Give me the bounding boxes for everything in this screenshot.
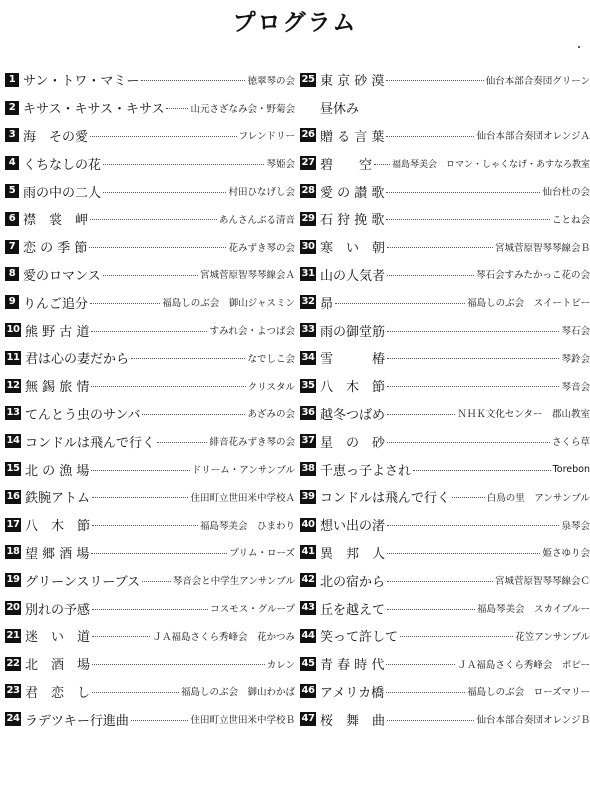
entry-number-badge: 24 (6, 713, 20, 725)
dotted-leader (90, 303, 160, 304)
program-entry (5, 455, 295, 483)
entry-number-badge: 17 (6, 518, 20, 530)
dotted-leader (386, 219, 550, 220)
song-title: 恋 の 季 節 (23, 241, 88, 257)
program-entry (300, 288, 590, 316)
dotted-leader (387, 525, 559, 526)
dotted-leader (166, 108, 188, 109)
song-title: 笑って許して (320, 630, 399, 646)
dotted-leader (103, 275, 198, 276)
entry-number-badge: 37 (301, 435, 315, 447)
dotted-leader (387, 247, 493, 248)
dotted-leader (92, 525, 198, 526)
song-title: 碧 空 (320, 157, 373, 173)
song-title: 越冬つばめ (320, 407, 386, 423)
performer-group: コスモス・グループ (210, 604, 295, 616)
program-entry (300, 205, 590, 233)
song-title: 愛のロマンス (23, 268, 101, 284)
song-title: 贈 る 言 葉 (320, 129, 385, 145)
song-title: 石 狩 挽 歌 (320, 213, 385, 229)
performer-group: すみれ会・よつば会 (209, 326, 295, 338)
performer-group: 村田ひなげし会 (228, 187, 295, 199)
dotted-leader (386, 692, 465, 693)
performer-group: カレン (266, 659, 295, 671)
performer-group: 福島琴美会 ロマン・しゃくなげ・あすなろ教室 (391, 159, 590, 170)
program-entry (5, 149, 295, 177)
performer-group: 宮城菅原智琴琴線会Ａ (199, 270, 295, 282)
performer-group: ＪＡ福島さくら秀峰会 ポピー (457, 659, 590, 671)
performer-group: 姫さゆり会 (542, 548, 590, 560)
song-title: 望 郷 酒 場 (25, 546, 90, 562)
dotted-leader (142, 414, 245, 415)
performer-group: 宮城菅原智琴琴線会Ｂ (494, 242, 590, 254)
song-title: 迷 い 道 (25, 630, 91, 646)
dotted-leader (387, 720, 474, 721)
performer-group: 琴音会 (561, 381, 590, 393)
song-title: 雨の御堂筋 (320, 324, 386, 340)
song-title: アメリカ橋 (320, 685, 385, 701)
program-entry (5, 233, 295, 261)
program-entry (300, 678, 590, 706)
song-title: くちなしの花 (23, 157, 102, 173)
program-entry (300, 539, 590, 567)
entry-number-badge: 16 (6, 490, 20, 502)
entry-number-badge: 34 (301, 351, 315, 363)
entry-number-badge: 3 (5, 128, 19, 142)
song-title: 星 の 砂 (320, 435, 386, 451)
program-column-right (300, 66, 590, 733)
dotted-leader (142, 581, 171, 582)
dotted-leader (400, 636, 513, 637)
dotted-leader (387, 581, 493, 582)
performer-group: 福島しのぶ会 御山わかば (180, 687, 295, 699)
song-title: 北の宿から (320, 574, 386, 590)
entry-number-badge: 25 (301, 73, 315, 85)
dotted-leader (92, 664, 265, 665)
entry-number-badge: 1 (5, 73, 19, 87)
dotted-leader (387, 331, 559, 332)
song-title: 君は心の妻だから (25, 352, 130, 368)
program-entry (5, 594, 295, 622)
dotted-leader (386, 192, 540, 193)
dotted-leader (92, 692, 179, 693)
entry-number-badge: 14 (6, 435, 20, 447)
entry-number-badge: 10 (6, 324, 20, 336)
entry-number-badge: 30 (301, 240, 315, 252)
dotted-leader (90, 136, 237, 137)
entry-number-badge: 11 (6, 351, 20, 363)
entry-number-badge: 38 (301, 463, 315, 475)
performer-group: 白鳥の里 アンサンブル (486, 492, 590, 504)
entry-number-badge: 47 (301, 713, 315, 725)
performer-group: 琴石会すみたかっこ花の会 (475, 270, 590, 282)
song-title: 海 その愛 (23, 129, 89, 145)
program-entry (5, 539, 295, 567)
dotted-leader (91, 470, 189, 471)
program-entry (300, 177, 590, 205)
performer-group: 宮城菅原智琴琴線会Ｃ (494, 576, 590, 588)
program-entry (5, 372, 295, 400)
song-title: 青 春 時 代 (320, 658, 385, 674)
performer-group: あざみの会 (247, 409, 295, 421)
program-entry (300, 650, 590, 678)
performer-group: 仙台本部合奏団オレンジＡ (476, 131, 590, 143)
performer-group: 琴石会 (561, 326, 590, 338)
program-entry (5, 316, 295, 344)
program-entry (300, 400, 590, 428)
entry-number-badge: 44 (301, 629, 315, 641)
performer-group: 山元さざなみ会・野菊会 (190, 103, 295, 115)
performer-group: ことね会 (551, 214, 590, 226)
entry-number-badge: 22 (6, 657, 20, 669)
song-title: サン・トワ・マミー (23, 74, 140, 90)
dotted-leader (452, 497, 485, 498)
corner-dot (578, 46, 580, 48)
program-entry (5, 650, 295, 678)
dotted-leader (92, 609, 208, 610)
performer-group: 福島しのぶ会 ローズマリー (467, 687, 590, 699)
song-title: コンドルは飛んで行く (320, 491, 451, 507)
dotted-leader (386, 80, 483, 81)
performer-group: 住田町立世田米中学校Ｂ (190, 715, 295, 727)
entry-number-badge: 36 (301, 407, 315, 419)
performer-group: 仙台本部合奏団グリーン (485, 75, 590, 87)
dotted-leader (91, 553, 227, 554)
performer-group: 泉琴会 (561, 520, 590, 532)
entry-number-badge: 41 (301, 546, 315, 558)
entry-number-badge: 40 (301, 518, 315, 530)
entry-number-badge: 39 (301, 490, 315, 502)
program-entry (5, 66, 295, 94)
program-entry (5, 566, 295, 594)
dotted-leader (413, 470, 551, 471)
program-entry (5, 344, 295, 372)
song-title: 君 恋 し (25, 685, 91, 701)
program-entry (5, 288, 295, 316)
entry-number-badge: 43 (301, 602, 315, 614)
performer-group: 福島琴美会 ひまわり (199, 520, 295, 532)
song-title: 東 京 砂 漠 (320, 74, 385, 90)
entry-number-badge: 12 (6, 379, 20, 391)
program-entry (5, 205, 295, 233)
program-entry (300, 233, 590, 261)
program-entry (300, 455, 590, 483)
entry-number-badge: 5 (5, 184, 19, 198)
performer-group: 緋音花みずき琴の会 (209, 437, 295, 449)
program-entry (300, 705, 590, 733)
entry-number-badge: 19 (6, 574, 20, 586)
entry-number-badge: 6 (5, 212, 19, 226)
page-title: プログラム (232, 9, 358, 36)
entry-number-badge: 18 (6, 546, 20, 558)
dotted-leader (387, 609, 475, 610)
program-entry (300, 149, 590, 177)
song-title: 愛 の 讃 歌 (320, 185, 385, 201)
entry-number-badge: 20 (6, 602, 20, 614)
program-entry (300, 261, 590, 289)
dotted-leader (103, 164, 264, 165)
song-title: 山の人気者 (320, 268, 386, 284)
dotted-leader (374, 164, 390, 165)
program-entry (5, 678, 295, 706)
program-entry (300, 427, 590, 455)
song-title: 北 の 漁 場 (25, 463, 90, 479)
program-entry (5, 622, 295, 650)
dotted-leader (92, 497, 188, 498)
song-title: 丘を越えて (320, 602, 386, 618)
song-title: 無 錫 旅 情 (25, 380, 90, 396)
program-entry (5, 122, 295, 150)
performer-group: 仙台杜の会 (542, 187, 590, 199)
dotted-leader (90, 219, 217, 220)
song-title: キサス・キサス・キサス (23, 102, 165, 118)
performer-group: プリム・ローズ (229, 548, 295, 560)
dotted-leader (387, 275, 474, 276)
dotted-leader (386, 136, 474, 137)
entry-number-badge: 21 (6, 629, 20, 641)
program-entry (5, 511, 295, 539)
performer-group: 琴音会と中学生アンサンブル (172, 576, 295, 588)
dotted-leader (387, 414, 455, 415)
dotted-leader (89, 247, 226, 248)
entry-number-badge: 15 (6, 463, 20, 475)
performer-group: さくら草 (551, 437, 590, 449)
performer-group: ＮＨＫ文化センター 郡山教室 (457, 409, 590, 421)
entry-number-badge: 42 (301, 574, 315, 586)
program-entry (5, 705, 295, 733)
song-title: 異 邦 人 (320, 546, 386, 562)
lunch-break-label: 昼休み (320, 102, 360, 118)
entry-number-badge: 32 (301, 296, 315, 308)
performer-group: 福島しのぶ会 御山ジャスミン (162, 298, 295, 310)
program-entry (5, 483, 295, 511)
entry-number-badge: 28 (301, 185, 315, 197)
song-title: 千恵っ子よされ (320, 463, 412, 479)
performer-group: 仙台本部合奏団オレンジＢ (476, 715, 590, 727)
program-entry (300, 372, 590, 400)
program-entry (300, 66, 590, 94)
song-title: 雪 椿 (320, 352, 386, 368)
song-title: コンドルは飛んで行く (25, 435, 156, 451)
song-title: 昴 (320, 296, 334, 312)
entry-number-badge: 46 (301, 685, 315, 697)
performer-group: 住田町立世田米中学校Ａ (190, 492, 295, 504)
performer-group: クリスタル (247, 381, 295, 393)
song-title: グリーンスリーブス (25, 574, 141, 590)
song-title: りんご追分 (23, 296, 89, 312)
performer-group: ドリーム・アンサンブル (191, 465, 295, 477)
program-entry (5, 427, 295, 455)
program-entry (300, 594, 590, 622)
performer-group: あんさんぶる清音 (218, 214, 295, 226)
program-entry (300, 566, 590, 594)
program-entry (5, 177, 295, 205)
entry-number-badge: 7 (5, 240, 19, 254)
entry-number-badge: 33 (301, 324, 315, 336)
dotted-leader (386, 664, 455, 665)
performer-group: 花笠アンサンブル (515, 631, 590, 643)
performer-group: なでしこ会 (247, 353, 295, 365)
program-column-left (5, 66, 295, 733)
performer-group: ＪＡ福島さくら秀峰会 花かつみ (152, 631, 295, 643)
program-entry (300, 511, 590, 539)
performer-group: 福島琴美会 スカイブルー (476, 604, 590, 616)
dotted-leader (141, 80, 245, 81)
entry-number-badge: 45 (301, 657, 315, 669)
entry-number-badge: 23 (6, 685, 20, 697)
program-entry (5, 94, 295, 122)
dotted-leader (91, 386, 245, 387)
song-title: 鉄腕アトム (25, 491, 91, 507)
entry-number-badge: 29 (301, 212, 315, 224)
dotted-leader (91, 331, 207, 332)
entry-number-badge: 13 (6, 407, 20, 419)
dotted-leader (131, 720, 189, 721)
dotted-leader (335, 303, 465, 304)
program-entry (300, 122, 590, 150)
entry-number-badge: 2 (5, 101, 19, 115)
program-entry (300, 316, 590, 344)
song-title: 八 木 節 (25, 519, 91, 535)
song-title: 想い出の渚 (320, 519, 386, 535)
entry-number-badge: 35 (301, 379, 315, 391)
entry-number-badge: 4 (5, 156, 19, 170)
performer-group: フレンドリー (238, 131, 295, 143)
program-entry (300, 344, 590, 372)
program-entry (300, 483, 590, 511)
performer-group: 福島しのぶ会 スイートピー (467, 298, 590, 310)
song-title: 寒 い 朝 (320, 241, 386, 257)
entry-number-badge: 31 (301, 268, 315, 280)
song-title: ラデツキー行進曲 (25, 713, 129, 729)
dotted-leader (131, 358, 245, 359)
song-title: 北 酒 場 (25, 658, 91, 674)
performer-group: 花みずき琴の会 (228, 242, 295, 254)
entry-number-badge: 26 (301, 129, 315, 141)
song-title: 熊 野 古 道 (25, 324, 90, 340)
program-entry (300, 622, 590, 650)
entry-number-badge: 27 (301, 157, 315, 169)
dotted-leader (157, 442, 207, 443)
song-title: 襟 裳 岬 (23, 213, 89, 229)
entry-number-badge: 8 (5, 267, 19, 281)
performer-group: 徳翠琴の会 (247, 75, 295, 87)
dotted-leader (387, 442, 550, 443)
song-title: 桜 舞 曲 (320, 713, 386, 729)
performer-group: 琴鈴会 (561, 353, 590, 365)
dotted-leader (387, 386, 559, 387)
song-title: 別れの予感 (25, 602, 91, 618)
dotted-leader (387, 553, 540, 554)
song-title: 雨の中の二人 (23, 185, 102, 201)
dotted-leader (387, 358, 559, 359)
program-entry (5, 261, 295, 289)
entry-number-badge: 9 (5, 295, 19, 309)
dotted-leader (92, 636, 150, 637)
dotted-leader (103, 192, 226, 193)
song-title: 八 木 節 (320, 380, 386, 396)
song-title: てんとう虫のサンバ (25, 407, 141, 423)
program-entry (5, 400, 295, 428)
performer-group: 琴姫会 (266, 159, 295, 171)
performer-group: Torebon (552, 463, 590, 475)
